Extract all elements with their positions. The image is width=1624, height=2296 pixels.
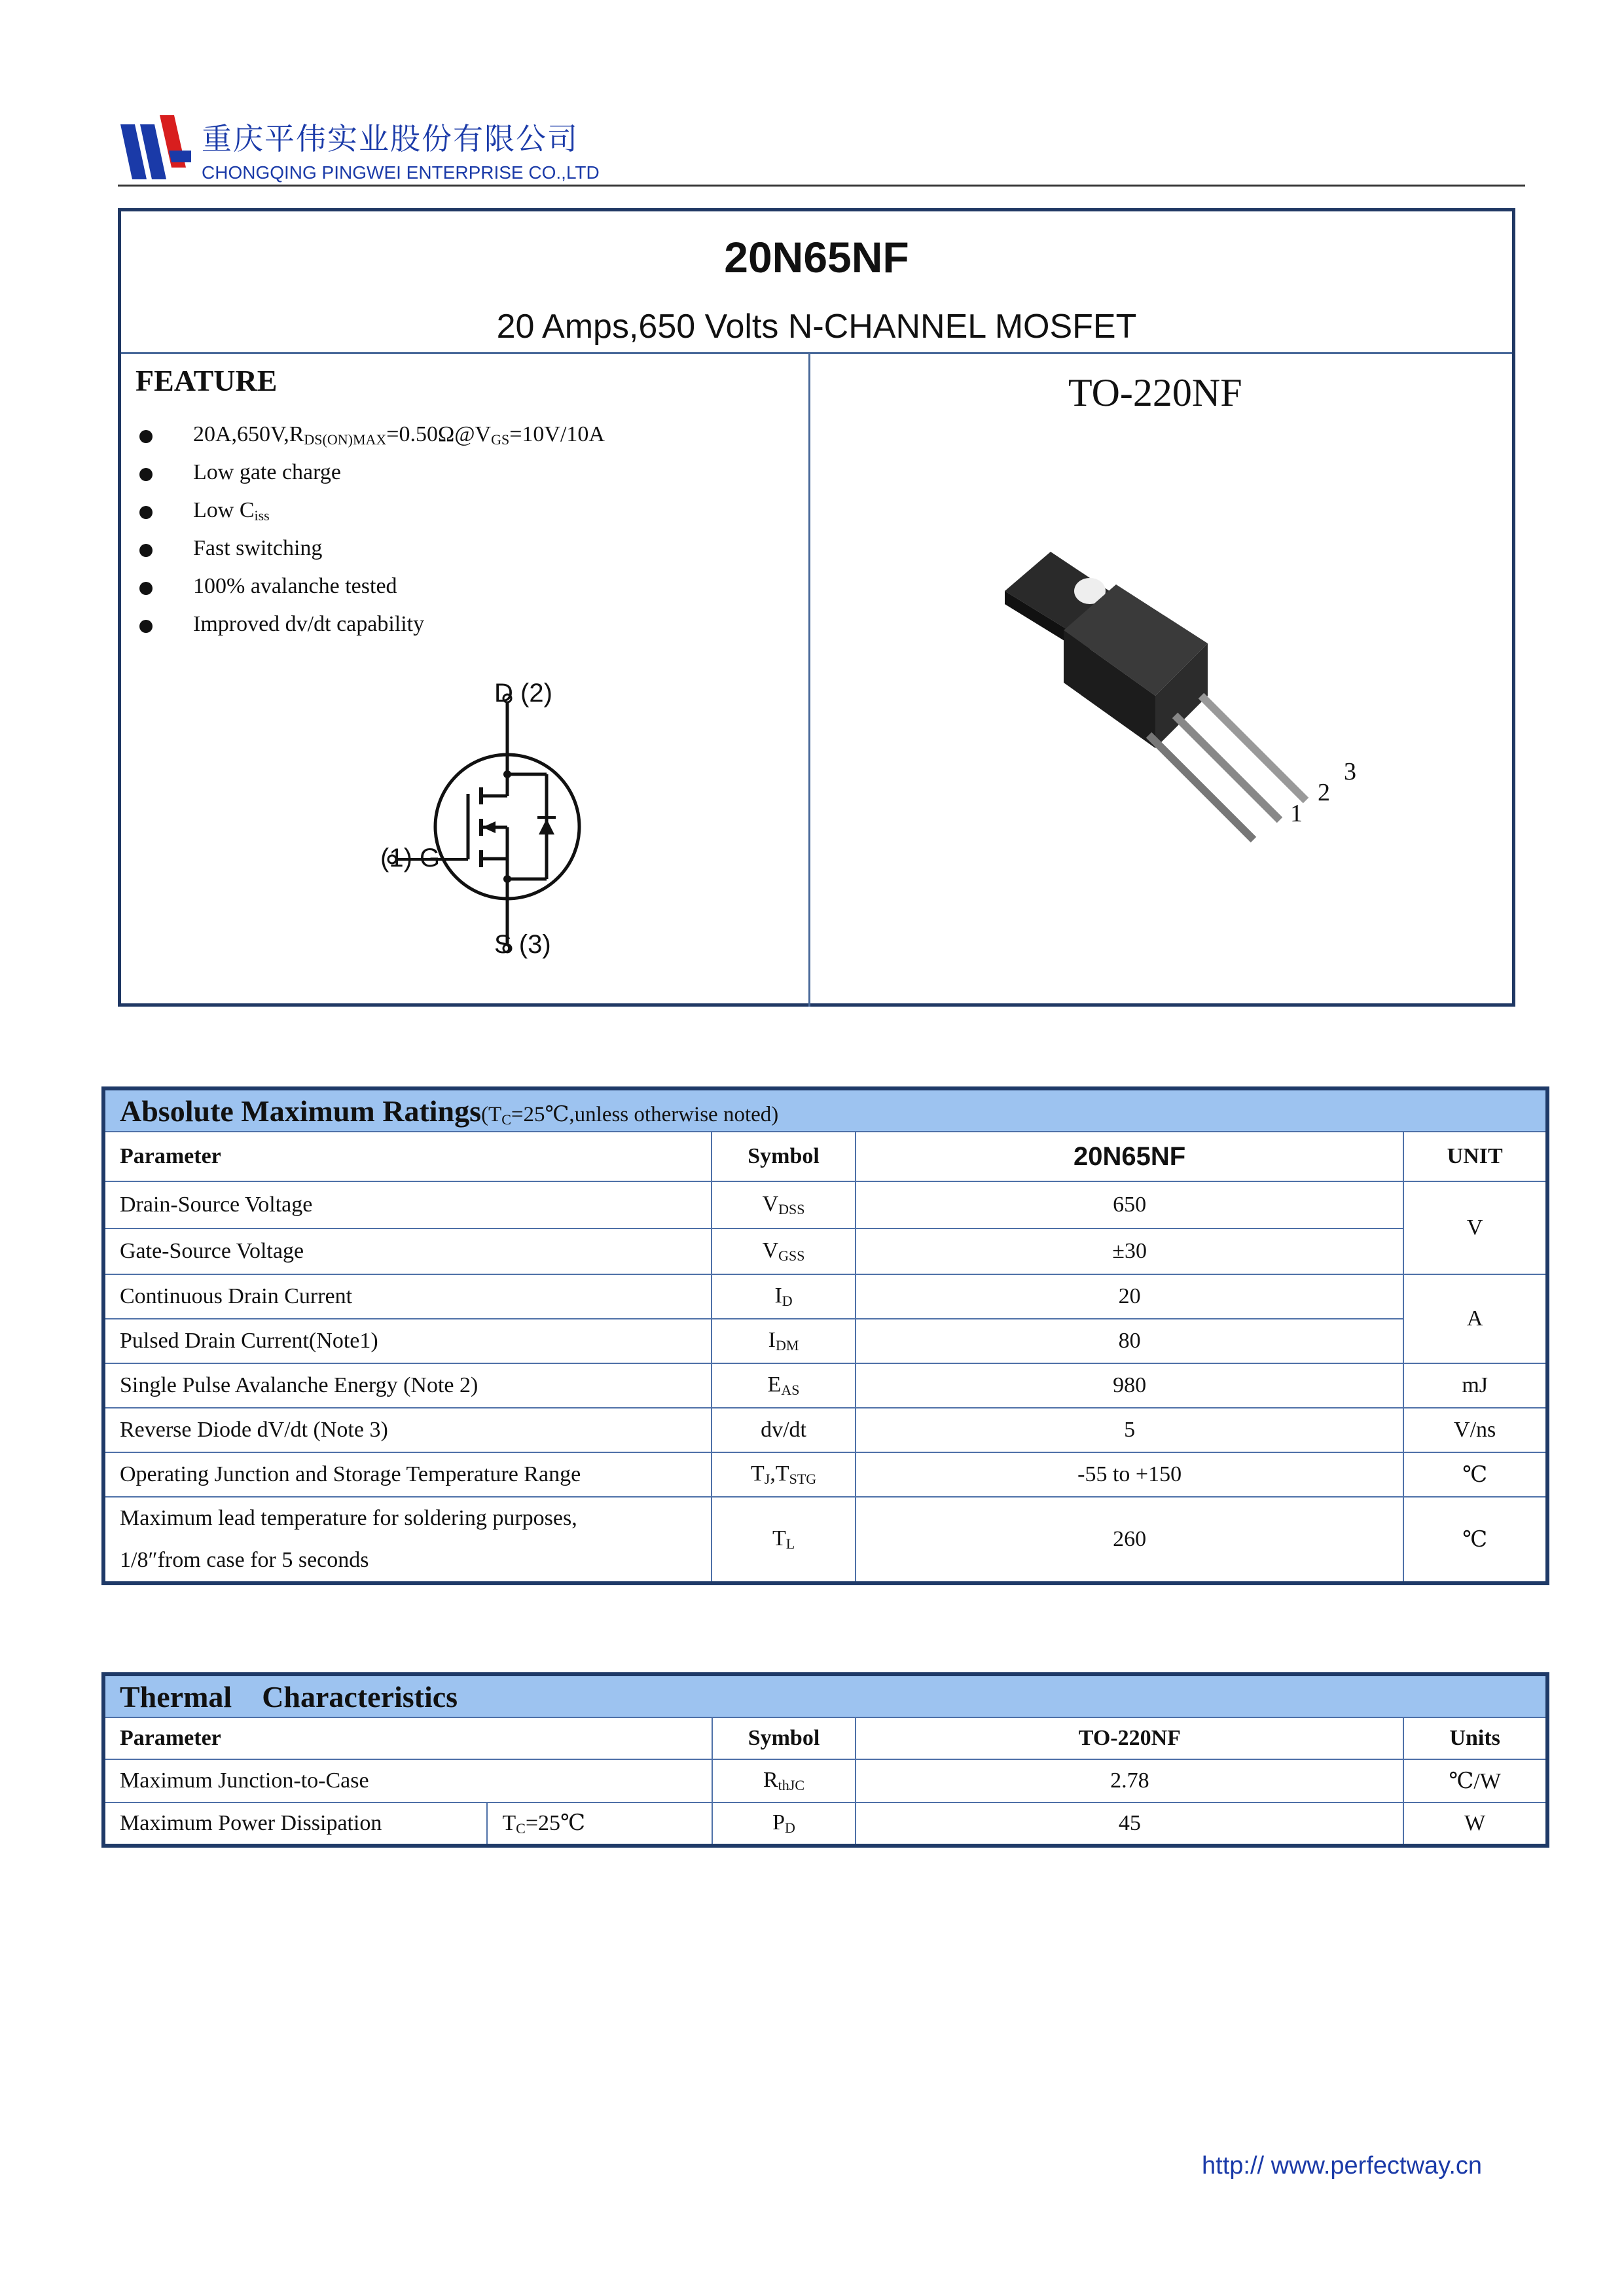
table-row: Pulsed Drain Current(Note1) $I_{DM}$ 80 xyxy=(103,1319,1547,1363)
table-row: Gate-Source Voltage $V_{GSS}$ ±30 xyxy=(103,1229,1547,1274)
bullet-icon xyxy=(139,430,153,443)
feature-item: Low $C_{iss}$ xyxy=(193,498,270,524)
table-header-row: Parameter Symbol 20N65NF UNIT xyxy=(103,1132,1547,1181)
company-name-en: CHONGQING PINGWEI ENTERPRISE CO.,LTD xyxy=(202,162,600,183)
package-name: TO-220NF xyxy=(1068,371,1242,414)
feature-item: Fast switching xyxy=(193,536,322,561)
feature-item: 100% avalanche tested xyxy=(193,574,397,599)
abs-max-title: Absolute Maximum $Ratings(T_C=25℃,unless$ otherwise noted) xyxy=(103,1088,1547,1132)
header-divider xyxy=(118,185,1525,187)
thermal-table xyxy=(101,1672,1549,1848)
pin-label: 3 xyxy=(1344,758,1356,785)
mosfet-symbol xyxy=(370,670,645,971)
feature-item: Low gate charge xyxy=(193,460,341,485)
table-row: Drain-Source Voltage $V_{DSS}$ 650 V xyxy=(103,1181,1547,1229)
thermal-title: Thermal Characteristics xyxy=(103,1674,1547,1717)
feature-heading: FEATURE xyxy=(135,364,278,397)
table-row: Maximum Power Dissipation $T_C=25℃$ $P_D$ 45 W xyxy=(103,1803,1547,1846)
part-description: 20 Amps,650 Volts N-CHANNEL MOSFET xyxy=(496,308,1137,346)
company-name-cn: 重庆平伟实业股份有限公司 xyxy=(202,121,579,156)
bullet-icon xyxy=(139,544,153,557)
table-header-row: Parameter Symbol TO-220NF Units xyxy=(103,1717,1547,1759)
table-row: Continuous Drain Current $I_D$ 20 A xyxy=(103,1274,1547,1319)
company-logo xyxy=(118,111,195,183)
bullet-icon xyxy=(139,506,153,519)
box-divider-h xyxy=(121,352,1512,354)
title-box xyxy=(118,208,1515,1007)
bullet-icon xyxy=(139,620,153,633)
table-row: Reverse Diode dV/dt (Note 3) dv/dt 5 V/ns xyxy=(103,1408,1547,1452)
drain-label: D (2) xyxy=(494,679,552,708)
part-number: 20N65NF xyxy=(724,233,909,281)
feature-item: $20A,650V,R_{DS(ON)MAX}=0.50\Omega@V_{GS}=10V/10A$ xyxy=(193,422,605,448)
box-divider-v xyxy=(808,352,810,1007)
bullet-icon xyxy=(139,468,153,481)
source-label: S (3) xyxy=(494,930,551,959)
gate-label: (1) G xyxy=(380,844,441,872)
feature-item: Improved dv/dt capability xyxy=(193,612,424,637)
table-row: Maximum lead temperature for soldering purposes, 1/8″from case for 5 seconds $T_L$ 260 ℃ xyxy=(103,1497,1547,1583)
table-row: Single Pulse Avalanche Energy (Note 2) $E_{AS}$ 980 mJ xyxy=(103,1363,1547,1408)
table-row: Operating Junction and Storage Temperature Range $T_J,T_{STG}$ -55 to +150 ℃ xyxy=(103,1452,1547,1497)
pin-label: 2 xyxy=(1318,779,1330,806)
pin-label: 1 xyxy=(1290,800,1303,827)
footer-url-link[interactable]: http:// www.perfectway.cn xyxy=(1202,2152,1483,2179)
table-row: Maximum Junction-to-Case $R_{thJC}$ 2.78 ℃/W xyxy=(103,1759,1547,1803)
bullet-icon xyxy=(139,582,153,595)
abs-max-table xyxy=(101,1086,1549,1585)
